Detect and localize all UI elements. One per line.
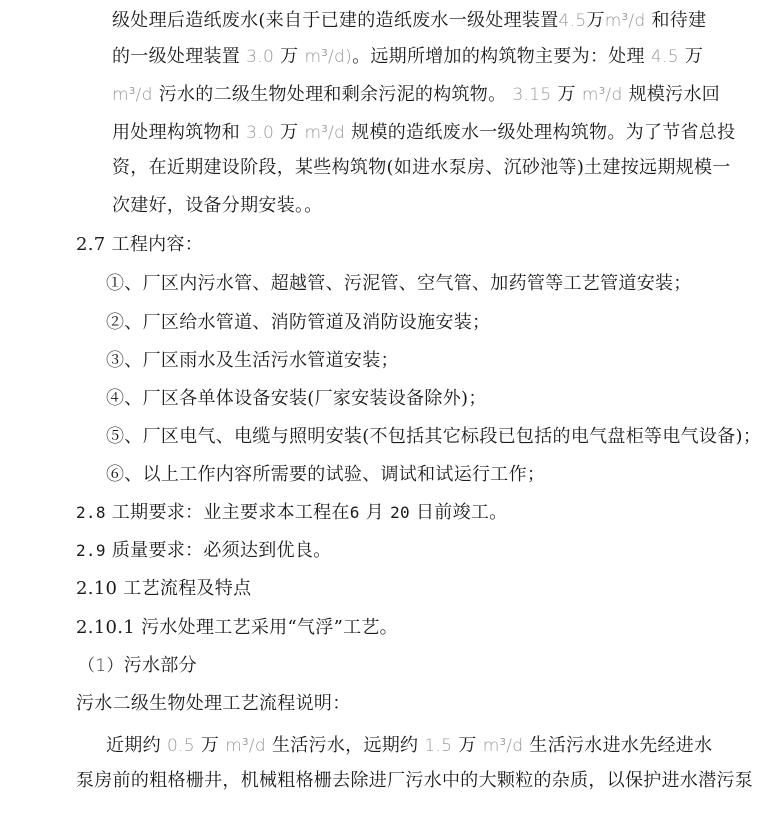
section-heading: 2.8 工期要求：业主要求本工程在6 月 20 日前竣工。	[76, 502, 508, 523]
section-heading: 2.10 工艺流程及特点	[76, 578, 252, 599]
subsection-heading: 2.10.1 污水处理工艺采用“气浮”工艺。	[76, 617, 398, 638]
list-item: ②、厂区给水管道、消防管道及消防设施安装；	[106, 312, 491, 333]
paragraph-line: 的一级处理装置 3.0 万 $m^3/d$)。远期所增加的构筑物主要为：处理 4.5 万	[112, 46, 704, 67]
section-heading: 2.7 工程内容：	[76, 234, 204, 255]
paragraph-line: 泵房前的粗格栅井，机械粗格栅去除进厂污水中的大颗粒的杂质，以保护进水潜污泵	[76, 770, 754, 791]
paragraph-line: 近期约 0.5 万 $m^3/d$ 生活污水，远期约 1.5 万 $m^3/d$ 生活污水进水先经进水	[106, 735, 713, 756]
section-heading: 2.9 质量要求：必须达到优良。	[76, 540, 332, 561]
list-item: ④、厂区各单体设备安装(厂家安装设备除外)；	[106, 388, 487, 409]
description-title: 污水二级生物处理工艺流程说明：	[76, 693, 351, 714]
list-item: ⑤、厂区电气、电缆与照明安装(不包括其它标段已包括的电气盘柜等电气设备)；	[106, 426, 762, 447]
paragraph-line: 用处理构筑物和 3.0 万 $m^3/d$ 规模的造纸废水一级处理构筑物。为了节省总投	[112, 122, 736, 143]
list-item: ⑥、以上工作内容所需要的试验、调试和试运行工作；	[106, 464, 546, 485]
list-item: ③、厂区雨水及生活污水管道安装；	[106, 350, 399, 371]
paragraph-line: 资，在近期建设阶段，某些构筑物(如进水泵房、沉砂池等)土建按远期规模一	[112, 157, 731, 178]
list-item: ①、厂区内污水管、超越管、污泥管、空气管、加药管等工艺管道安装；	[106, 273, 692, 294]
part-label: （1）污水部分	[78, 655, 197, 676]
paragraph-line: $m^3/d$ 污水的二级生物处理和剩余污泥的构筑物。 3.15 万 $m^3/d$ 规模污水回	[112, 84, 721, 105]
paragraph-line: 级处理后造纸废水(来自于已建的造纸废水一级处理装置4.5万$m^3/d$ 和待建	[112, 10, 707, 31]
paragraph-line: 次建好，设备分期安装。。	[112, 195, 323, 216]
